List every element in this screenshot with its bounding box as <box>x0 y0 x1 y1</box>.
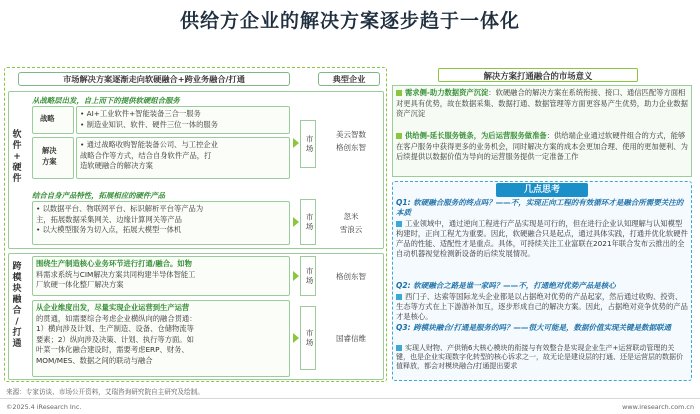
row-strategy-text: • AI+工业软件+智能装备三合一服务 • 制造业知识、软件、硬件三位一体的服务 <box>80 109 218 129</box>
answer-2: 西门子、达索等国际龙头企业都是以占据绝对优势的产品起家，然后通过收购、投资、生态等方式在上下游游补加互，逐步形成自己的解决方案。因此，占据绝对竞争优势的产品才是核心。 <box>396 292 688 321</box>
company-list-1: 美云智数 格创东智 <box>336 130 366 152</box>
footer-website[interactable]: www.iresearch.com.cn <box>622 403 694 411</box>
company-list-4: 国睿信维 <box>336 334 366 343</box>
footer-divider <box>0 398 700 399</box>
bullet-square-icon <box>396 294 402 300</box>
page-title: 供给方企业的解决方案逐步趋于一体化 <box>179 10 520 32</box>
bullet-square-icon <box>396 133 402 139</box>
market-label-3: 市场 <box>300 256 316 296</box>
company-list-3: 格创东智 <box>336 272 366 281</box>
source-note: 来源：专家访谈、市场公开资料，艾瑞咨询研究院自主研究及绘制。 <box>6 388 204 396</box>
left-main-header: 市场解决方案逐渐走向软硬融合+跨业务融合/打通 <box>18 72 290 86</box>
bullet-square-icon <box>396 345 402 351</box>
row-enterprise-text: 从企业维度出发，尽量实现企业运营到生产运营 的贯通，如需要综合考虑企业横纵向的融合贯通： 1）横向涉及计划、生产制造、设备、仓储物流等 要素；2）纵向涉及决策、计划、执行等方面。如 叶菜一体化融合建设时，需要考虑ERP、财务、 MOM/MES、数据之间的联动与融合 <box>36 303 197 365</box>
answer-1: 工业领域中，通过逆向工程进行产品实现是可行的，但在进行企业认知理解与认知模型构建时，正向工程尤为重要。因此，软硬融合只是起点，通过具体实践，打通并优化软硬件产品的性能、适配性才是重点。具体，可持续关注工业富联在2021年联合发布云推出的全自动机器视觉检测新设备的后续发展情况。 <box>396 219 688 258</box>
meaning-demand: 需求侧-助力数据资产沉淀：软硬融合的解决方案在系统衔接、接口、通信匹配等方面相对更具有优势，故在数据采集、数据打通、数据管理等方面更容易产生优势，助力企业数据资产沉淀 <box>396 88 688 118</box>
bullet-square-icon <box>396 221 402 227</box>
question-1: Q1: 软硬融合服务的终点吗？——不，实现正向工程的有效循环才是融合所需要关注的本质 <box>396 198 684 217</box>
question-2: Q2: 软硬融合之路是谁一家吗？——不，打通绝对优势产品是核心 <box>396 281 616 290</box>
answer-3: 实现人财物、产供销6大核心模块的衔接与有效整合是实现企业生产+运营联动管理的关键，也是企业实现数字化转型的核心诉求之一，故无论是建设层的打通、还是运营层的数据价值释放，都会对模块融合/打通提出要求 <box>396 344 683 371</box>
company-list-2: 忽米 雪浪云 <box>339 212 363 234</box>
right-header: 解决方案打通融合的市场意义 <box>438 68 638 82</box>
sub-header-strategy: 从战略层出发，自上而下的提供软硬组合服务 <box>32 96 180 105</box>
row-hardware-text: • 以数据平台、物联网平台、标识解析平台等产品为 主，拓展数据采集网关、边缘计算网关等产品 • 以大模型服务为切入点，拓展大模型一体机 <box>36 204 204 234</box>
row-process-text: 围绕生产制造核心业务环节进行打通/融合。如物 料需求系统与CIM解决方案共同构建半导体智能工 厂软硬一体化整厂解决方案 <box>36 259 196 289</box>
market-label-1: 市场 <box>300 120 316 168</box>
row-solution-text: • 通过战略收购智能装备公司、与工控企业 战略合作等方式，结合自身软件产品，打 造软硬融合的解决方案 <box>80 140 218 170</box>
market-label-2: 市场 <box>300 199 316 245</box>
market-label-4: 市场 <box>300 306 316 370</box>
arrow-icon <box>293 138 299 148</box>
arrow-icon <box>293 217 299 227</box>
left-company-header: 典型企业 <box>318 72 380 86</box>
section2-vertical-label: 跨 模 块 融 合 / 打 通 <box>12 262 22 349</box>
question-3: Q3: 跨模块融合/打通是服务的吗？——很大可能是，数据价值实现关键是数据联通 <box>396 323 671 332</box>
footer-copyright: ©2025.4 iResearch Inc. <box>6 403 82 411</box>
bullet-square-icon <box>396 90 402 96</box>
thoughts-title: 几点思考 <box>496 183 588 197</box>
sub-header-hardware: 结合自身产品特性，拓展相应的硬件产品 <box>32 191 166 200</box>
meaning-supply: 供给侧-延长服务链条，为后运营服务做准备：供给端企业通过软硬件组合的方式，能够在客户服务中获得更多的业务机会，同时解决方案的成本会更加合理、使用的更加便利、为后续提供以数据价值为导向的运营服务提供一定准备工作 <box>396 131 688 161</box>
row-strategy-label: 战略 <box>40 114 55 123</box>
section1-vertical-label: 软 件 + 硬 件 <box>12 130 22 184</box>
arrow-icon <box>293 271 299 281</box>
row-solution-label: 解决 方案 <box>42 146 57 166</box>
arrow-icon <box>293 333 299 343</box>
